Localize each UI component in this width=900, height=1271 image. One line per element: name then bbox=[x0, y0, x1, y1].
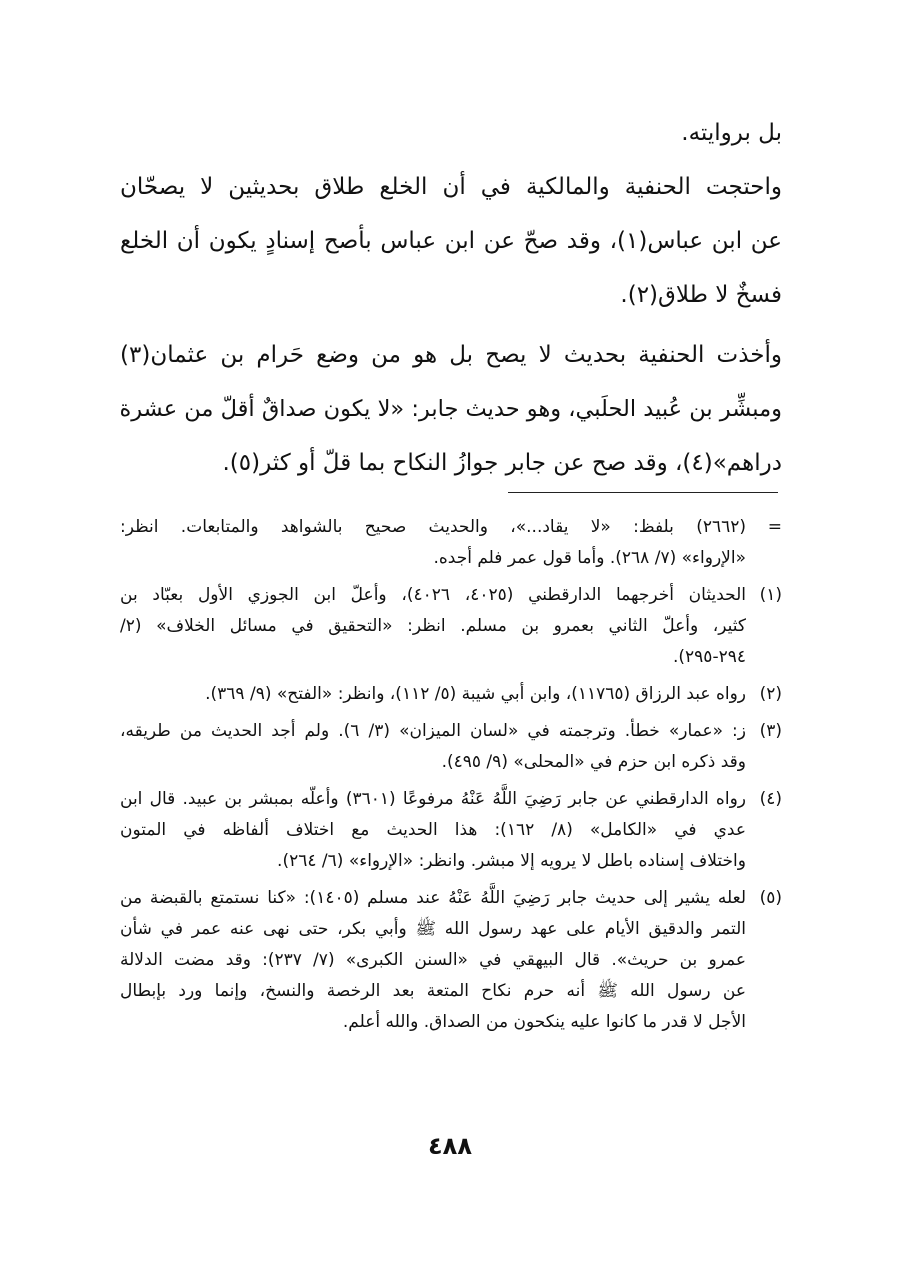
footnotes bbox=[120, 512, 782, 1044]
footnote-line: ٢٩٤-٢٩٥). bbox=[673, 647, 746, 667]
footnote-line: عمرو بن حريث». قال البيهقي في «السنن الكبرى» (٧/ ٢٣٧): وقد مضت الدلالة bbox=[120, 950, 747, 970]
main-line: بل بروايته. bbox=[681, 120, 782, 146]
main-line: ومبشِّر بن عُبيد الحلَبي، وهو حديث جابر: «لا يكون صداقٌ أقلّ من عشرة bbox=[119, 396, 782, 422]
footnote-4 bbox=[120, 784, 782, 877]
footnote-line: الأجل لا قدر ما كانوا عليه ينكحون من الصداق. والله أعلم. bbox=[342, 1012, 746, 1032]
footnote-line: كثير، وأعلّ الثاني بعمرو بن مسلم. انظر: «التحقيق في مسائل الخلاف» (٢/ bbox=[120, 616, 746, 636]
main-line: فسخٌ لا طلاق(٢). bbox=[620, 282, 782, 308]
footnote-line: (٢٦٦٢) بلفظ: «لا يقاد...»، والحديث صحيح بالشواهد والمتابعات. انظر: bbox=[120, 517, 746, 537]
footnote-line: ز: «عمار» خطأ. وترجمته في «لسان الميزان» (٣/ ٦). ولم أجد الحديث من طريقه، bbox=[120, 721, 746, 741]
footnote-3 bbox=[120, 716, 782, 778]
page-number: ٤٨٨ bbox=[428, 1132, 472, 1160]
footnote-line: واختلاف إسناده باطل لا يرويه إلا مبشر. وانظر: «الإرواء» (٦/ ٢٦٤). bbox=[277, 851, 746, 871]
footnote-line: رواه عبد الرزاق (١١٧٦٥)، وابن أبي شيبة (٥/ ١١٢)، وانظر: «الفتح» (٩/ ٣٦٩). bbox=[205, 684, 746, 704]
footnote-marker: (٥) bbox=[759, 888, 782, 908]
footnote-marker: (٤) bbox=[759, 789, 782, 809]
footnote-line: رواه الدارقطني عن جابر رَضِيَ اللَّهُ عَنْهُ مرفوعًا (٣٦٠١) وأعلّه بمبشر بن عبيد. قال ابن bbox=[120, 789, 746, 809]
main-text bbox=[120, 118, 782, 478]
footnote-marker: (١) bbox=[759, 585, 782, 605]
footnote-1 bbox=[120, 580, 782, 673]
footnote-line: «الإرواء» (٧/ ٢٦٨). وأما قول عمر فلم أجده. bbox=[433, 548, 746, 568]
footnote-separator bbox=[508, 492, 778, 493]
main-line: عن ابن عباس(١)، وقد صحّ عن ابن عباس بأصح إسنادٍ يكون أن الخلع bbox=[120, 228, 783, 254]
footnote-5 bbox=[120, 883, 782, 1038]
main-line: دراهم»(٤)، وقد صح عن جابر جوازُ النكاح بما قلّ أو كثر(٥). bbox=[222, 450, 782, 476]
footnote-marker: (٣) bbox=[759, 721, 782, 741]
main-line: واحتجت الحنفية والمالكية في أن الخلع طلاق بحديثين لا يصحّان bbox=[120, 174, 782, 200]
main-line: وأخذت الحنفية بحديث لا يصح بل هو من وضع حَرام بن عثمان(٣) bbox=[120, 342, 782, 368]
footnote-marker: = bbox=[767, 517, 782, 537]
footnote-marker: (٢) bbox=[759, 684, 782, 704]
footnote-line: عدي في «الكامل» (٨/ ١٦٢): هذا الحديث مع اختلاف ألفاظه في المتون bbox=[120, 820, 746, 840]
footnote-line: التمر والدقيق الأيام على عهد رسول الله ﷺ وأبي بكر، حتى نهى عنه عمر في شأن bbox=[120, 919, 746, 939]
footnote-2 bbox=[120, 679, 782, 710]
footnote-continuation bbox=[120, 512, 782, 574]
footnote-line: لعله يشير إلى حديث جابر رَضِيَ اللَّهُ عَنْهُ عند مسلم (١٤٠٥): «كنا نستمتع بالقبضة من bbox=[120, 888, 747, 908]
footnote-line: وقد ذكره ابن حزم في «المحلى» (٩/ ٤٩٥). bbox=[441, 752, 746, 772]
footnote-line: الحديثان أخرجهما الدارقطني (٤٠٢٥، ٤٠٢٦)، وأعلّ ابن الجوزي الأول بعبّاد بن bbox=[120, 585, 747, 605]
footnote-line: عن رسول الله ﷺ أنه حرم نكاح المتعة بعد الرخصة والنسخ، وإنما ورد بإبطال bbox=[120, 981, 746, 1001]
